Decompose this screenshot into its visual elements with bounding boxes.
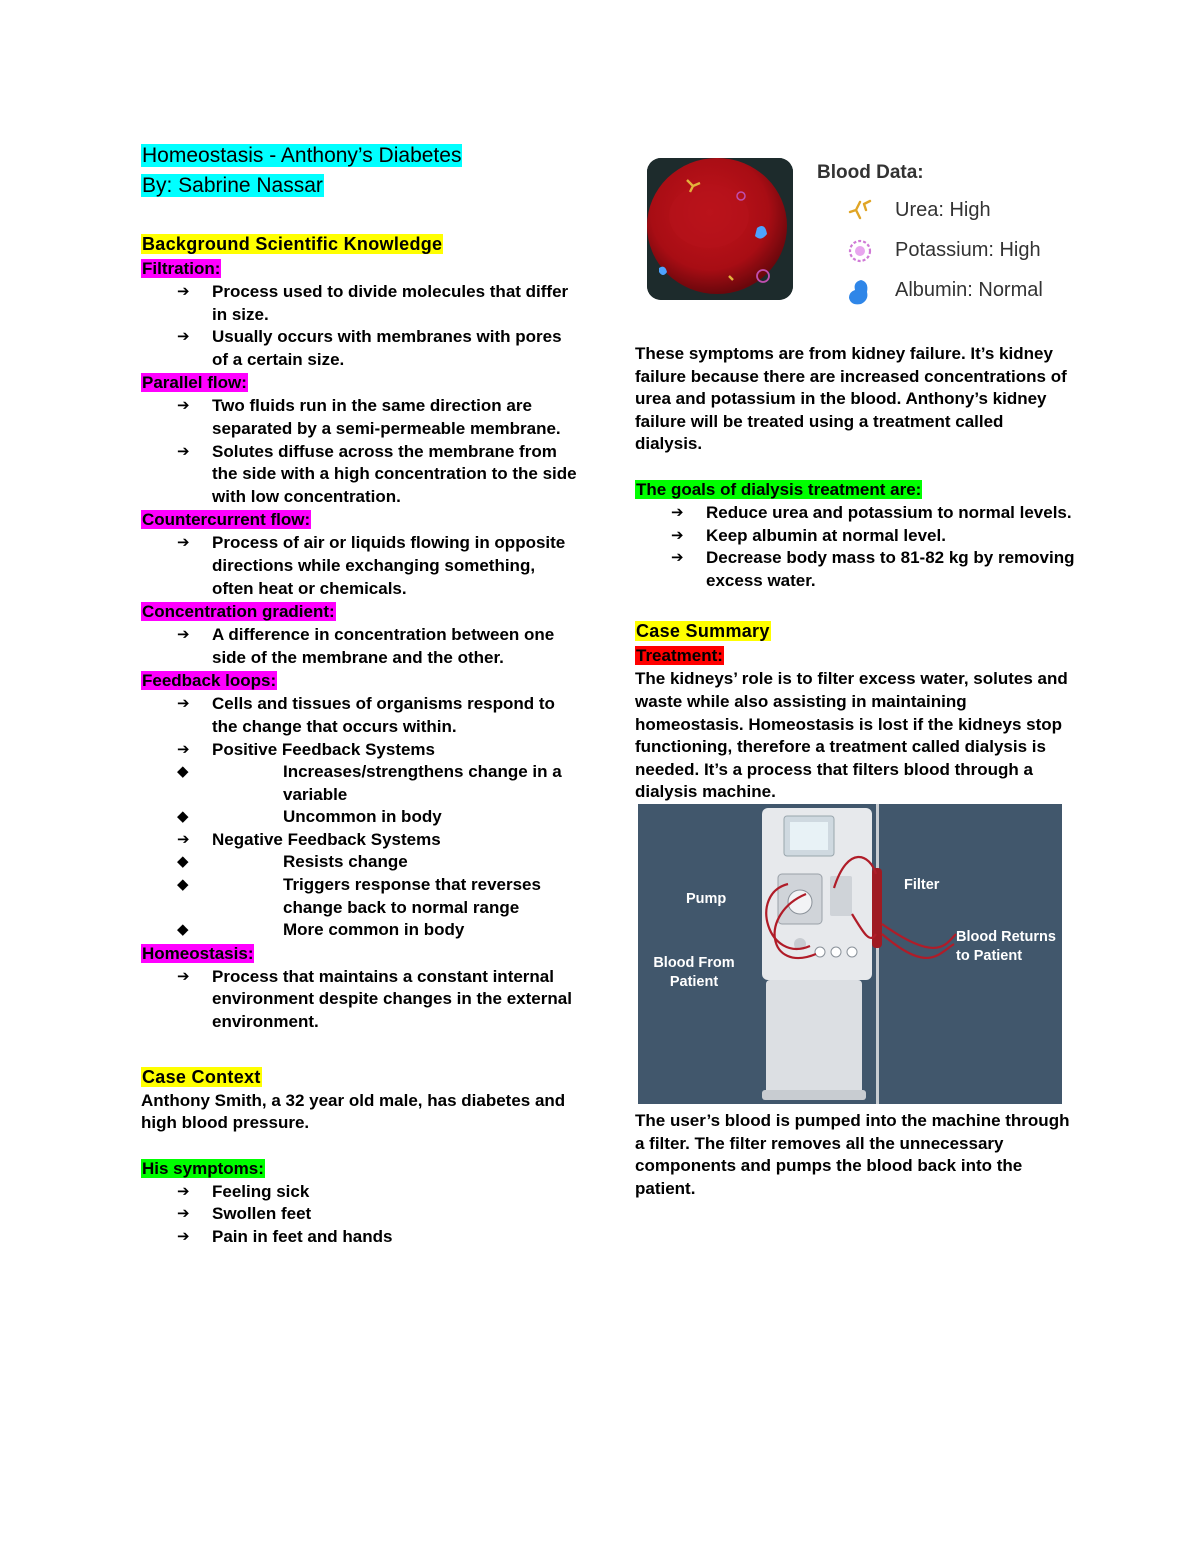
countercurrent-list <box>141 532 581 600</box>
blood-from-label: Blood From Patient <box>653 954 735 990</box>
urea-icon <box>847 198 873 222</box>
list-item: ➔ Keep albumin at normal level. <box>635 525 1075 548</box>
list-item: ➔ Decrease body mass to 81-82 kg by removing excess water. <box>635 547 1075 592</box>
albumin-value: Albumin: Normal <box>895 279 1043 301</box>
urea-value: Urea: High <box>895 199 991 221</box>
blood-data-panel <box>635 155 1075 315</box>
term-parallel-flow: Parallel flow: <box>142 373 247 393</box>
gradient-list <box>141 624 581 669</box>
list-item <box>141 829 581 942</box>
goals-list <box>635 502 1075 592</box>
list-item: ➔ Cells and tissues of organisms respond to the change that occurs within. <box>141 693 581 738</box>
page-title: Homeostasis - Anthony’s Diabetes <box>142 144 462 167</box>
term-concentration-gradient: Concentration gradient: <box>142 602 335 622</box>
left-column <box>141 141 581 1249</box>
term-feedback-loops: Feedback loops: <box>142 671 277 691</box>
list-item: ➔ Swollen feet <box>141 1203 581 1226</box>
term-homeostasis: Homeostasis: <box>142 943 254 963</box>
positive-feedback-list <box>141 761 581 829</box>
blood-returns-label: Blood Returns to Patient <box>956 928 1056 964</box>
blood-data-title: Blood Data: <box>817 162 924 183</box>
term-filtration: Filtration: <box>142 259 221 278</box>
treatment-term: Treatment: <box>636 646 723 666</box>
goals-heading: The goals of dialysis treatment are: <box>636 479 922 499</box>
symptoms-list <box>141 1181 581 1249</box>
case-context-text: Anthony Smith, a 32 year old male, has diabetes and high blood pressure. <box>141 1090 566 1133</box>
potassium-row <box>817 230 1097 270</box>
blood-data-list <box>817 160 1097 310</box>
kidney-failure-text: These symptoms are from kidney failure. It’s kidney failure because there are increased concentrations of urea and potassium in the blood. Anthony’s kidney failure will be treated using a treatment called dialysis. <box>635 344 1067 454</box>
blood-cell-illustration <box>647 158 793 300</box>
list-item <box>141 739 581 829</box>
machine-description-text: The user’s blood is pumped into the machine through a filter. The filter removes all the unnecessary components and pumps the blood back into the patient. <box>635 1110 1070 1198</box>
pump-label: Pump <box>686 890 727 907</box>
albumin-row <box>817 270 1097 310</box>
list-item: ◆ Uncommon in body <box>141 806 581 829</box>
positive-feedback-label: Positive Feedback Systems <box>212 739 436 759</box>
filter-label: Filter <box>904 876 940 893</box>
list-item: ➔ Usually occurs with membranes with pores of a certain size. <box>141 326 581 371</box>
homeostasis-list <box>141 966 581 1034</box>
list-item: ➔ Solutes diffuse across the membrane from the side with a high concentration to the side with low concentration. <box>141 441 581 509</box>
treatment-text: The kidneys’ role is to filter excess water, solutes and waste while also assisting in maintaining homeostasis. Homeostasis is lost if the kidneys stop functioning, therefore a treatment called dialysis is needed. It’s a process that filters blood through a dialysis machine. <box>635 669 1068 802</box>
symptoms-heading: His symptoms: <box>142 1158 264 1178</box>
list-item: ◆ Resists change <box>141 851 581 874</box>
potassium-value: Potassium: High <box>895 239 1041 261</box>
feedback-list <box>141 693 581 942</box>
potassium-icon <box>847 238 873 264</box>
list-item: ➔ Two fluids run in the same direction are separated by a semi-permeable membrane. <box>141 395 581 440</box>
list-item: ◆ Triggers response that reverses change back to normal range <box>141 874 581 919</box>
list-item: ➔ Process that maintains a constant internal environment despite changes in the external environment. <box>141 966 581 1034</box>
filtration-list <box>141 281 581 371</box>
term-countercurrent-flow: Countercurrent flow: <box>142 510 311 530</box>
list-item: ◆ More common in body <box>141 919 581 942</box>
albumin-icon <box>847 278 873 306</box>
list-item: ◆ Increases/strengthens change in a variable <box>141 761 581 806</box>
author-line: By: Sabrine Nassar <box>142 174 323 197</box>
negative-feedback-label: Negative Feedback Systems <box>212 829 441 849</box>
negative-feedback-list <box>141 851 581 941</box>
list-item: ➔ Pain in feet and hands <box>141 1226 581 1249</box>
list-item: ➔ Reduce urea and potassium to normal levels. <box>635 502 1075 525</box>
list-item: ➔ Feeling sick <box>141 1181 581 1204</box>
blood-cell-image <box>647 158 793 300</box>
parallel-list <box>141 395 581 508</box>
urea-row <box>817 190 1097 230</box>
case-summary-heading: Case Summary <box>636 621 770 642</box>
list-item: ➔ A difference in concentration between one side of the membrane and the other. <box>141 624 581 669</box>
right-column <box>635 155 1075 1200</box>
dialysis-machine-image <box>638 804 1062 1104</box>
list-item: ➔ Process used to divide molecules that differ in size. <box>141 281 581 326</box>
background-heading: Background Scientific Knowledge <box>142 234 443 254</box>
list-item: ➔ Process of air or liquids flowing in opposite directions while exchanging something, often heat or chemicals. <box>141 532 581 600</box>
case-context-heading: Case Context <box>142 1066 261 1087</box>
